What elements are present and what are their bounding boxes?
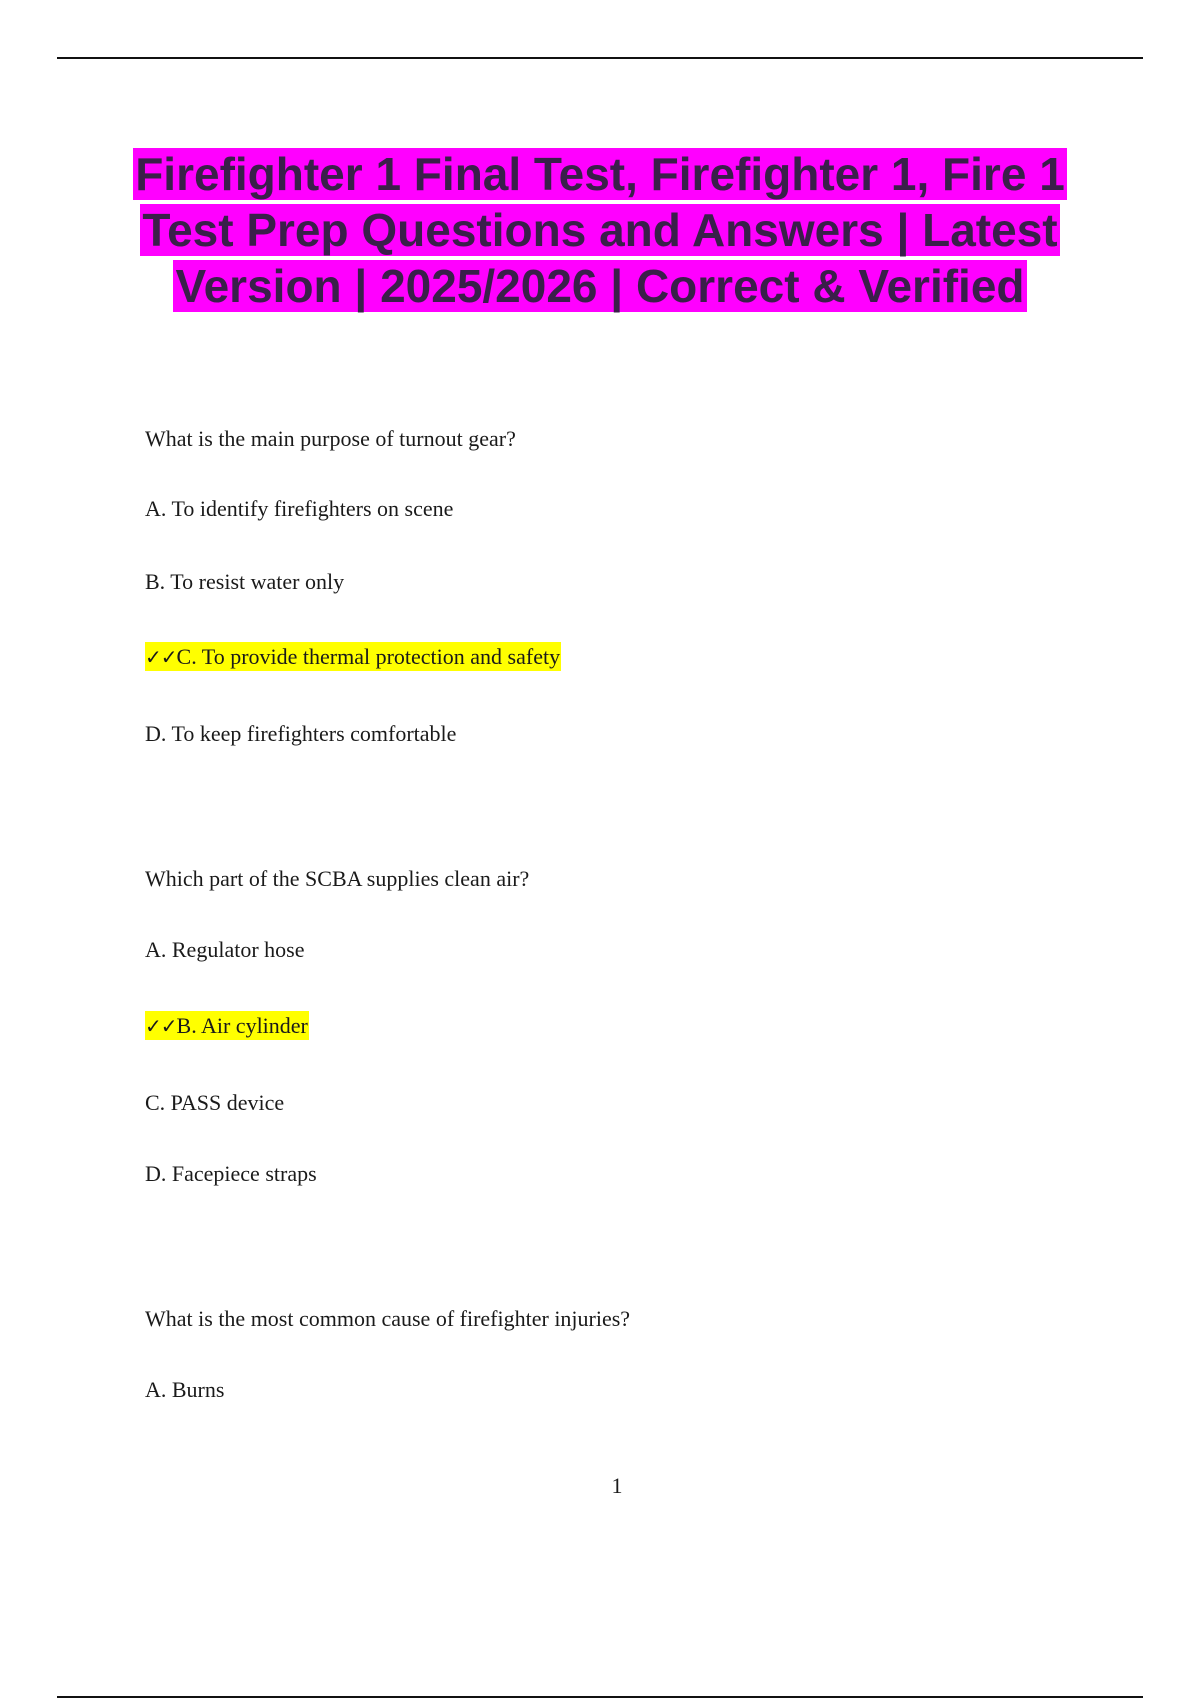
question-3-text: What is the most common cause of firefighter injuries? — [145, 1306, 631, 1331]
question-1-text: What is the main purpose of turnout gear? — [145, 426, 516, 451]
title-highlight: Firefighter 1 Final Test, Firefighter 1, Fire 1 Test Prep Questions and Answers | Latest Version | 2025/2026 | Correct & Verified — [135, 148, 1065, 312]
question-2-option-c: C. PASS device — [145, 1090, 285, 1115]
bottom-rule — [57, 1696, 1143, 1698]
question-1-option-b: B. To resist water only — [145, 569, 345, 594]
question-2-option-b-correct — [145, 1012, 309, 1040]
question-2-option-a: A. Regulator hose — [145, 937, 305, 962]
document-title — [130, 146, 1070, 314]
question-1-option-c-correct — [145, 643, 561, 671]
correct-answer-highlight — [145, 642, 561, 671]
top-rule — [57, 57, 1143, 59]
correct-answer-text: C. To provide thermal protection and safety — [176, 644, 561, 669]
question-1-option-a: A. To identify firefighters on scene — [145, 496, 454, 521]
question-2-option-d: D. Facepiece straps — [145, 1161, 317, 1186]
check-mark-icon: ✓✓ — [145, 1014, 177, 1038]
question-3-option-a: A. Burns — [145, 1377, 225, 1402]
correct-answer-highlight — [145, 1011, 309, 1040]
question-2-text: Which part of the SCBA supplies clean air? — [145, 866, 530, 891]
check-mark-icon: ✓✓ — [145, 645, 177, 669]
page-number: 1 — [611, 1473, 623, 1498]
correct-answer-text: B. Air cylinder — [176, 1013, 308, 1038]
question-1-option-d: D. To keep firefighters comfortable — [145, 721, 457, 746]
